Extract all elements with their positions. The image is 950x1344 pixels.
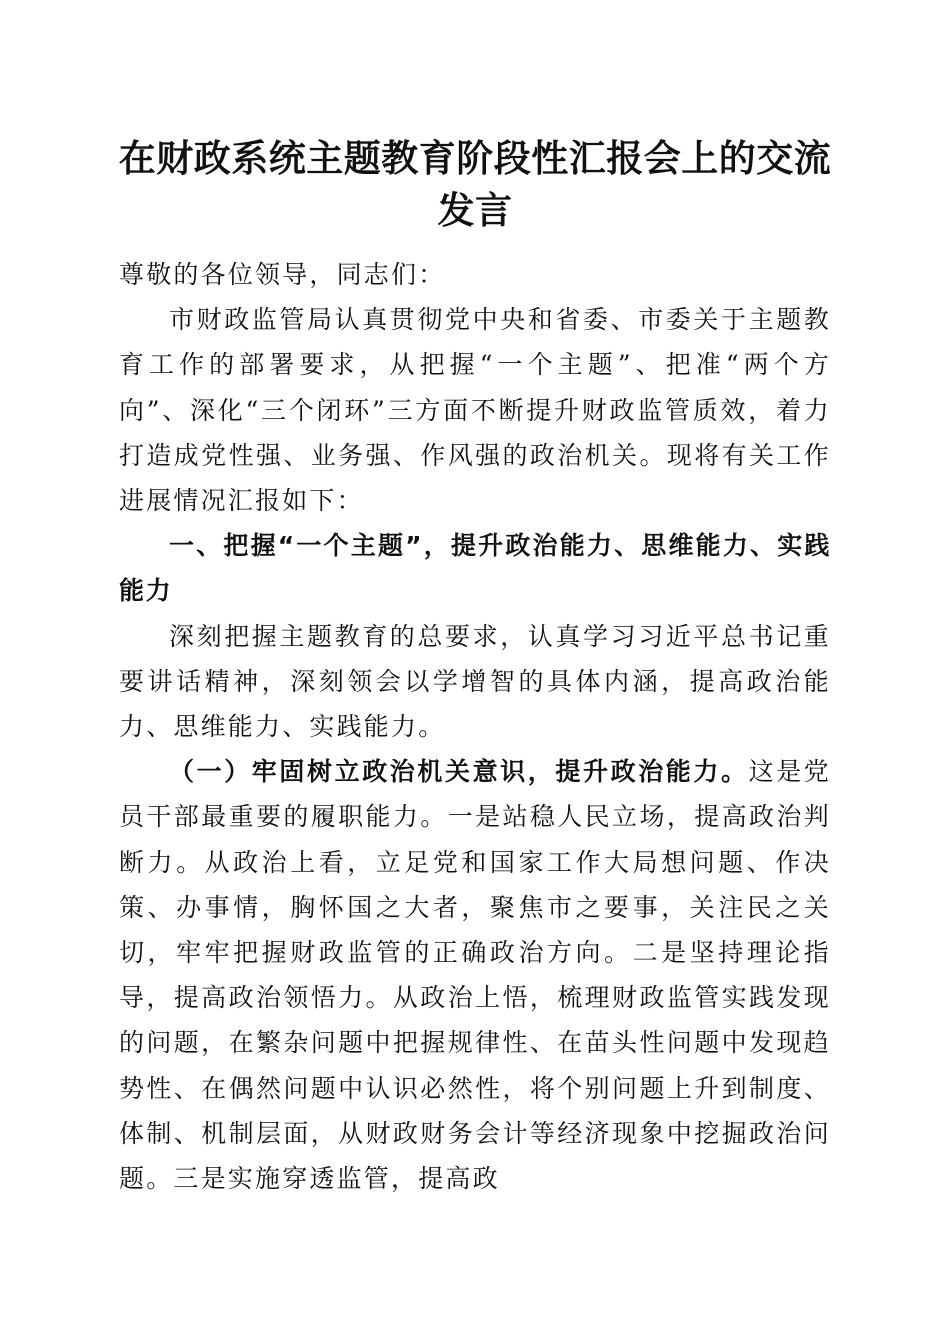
document-title: 在财政系统主题教育阶段性汇报会上的交流发言 <box>118 136 832 232</box>
section-paragraph: 深刻把握主题教育的总要求，认真学习习近平总书记重要讲话精神，深刻领会以学增智的具体内涵，提高政治能力、思维能力、实践能力。 <box>119 621 831 742</box>
salutation: 尊敬的各位领导，同志们： <box>119 260 446 289</box>
section-heading: 一、把握“一个主题”，提升政治能力、思维能力、实践能力 <box>119 531 831 606</box>
subsection-lead: （一）牢固树立政治机关意识，提升政治能力。 <box>169 757 749 787</box>
subsection-text: 这是党员干部最重要的履职能力。一是站稳人民立场，提高政治判断力。从政治上看，立足党和国家工作大局想问题、作决策、办事情，胸怀国之大者，聚焦市之要事，关注民之关切，牢牢把握财政监管的正确政治方向。二是坚持理论指导，提高政治领悟力。从政治上悟，梳理财政监管实践发现的问题，在繁杂问题中把握规律性、在苗头性问题中发现趋势性、在偶然问题中认识必然性，将个别问题上升到制度、体制、机制层面，从财政财务会计等经济现象中挖掘政治问题。三是实施穿透监管，提高政 <box>119 757 831 1194</box>
subsection-paragraph <box>119 749 831 1201</box>
document-body <box>119 252 831 1201</box>
intro-paragraph: 市财政监管局认真贯彻党中央和省委、市委关于主题教育工作的部署要求，从把握“一个主题”、把准“两个方向”、深化“三个闭环”三方面不断提升财政监管质效，着力打造成党性强、业务强、作风强的政治机关。现将有关工作进展情况汇报如下： <box>119 305 831 516</box>
